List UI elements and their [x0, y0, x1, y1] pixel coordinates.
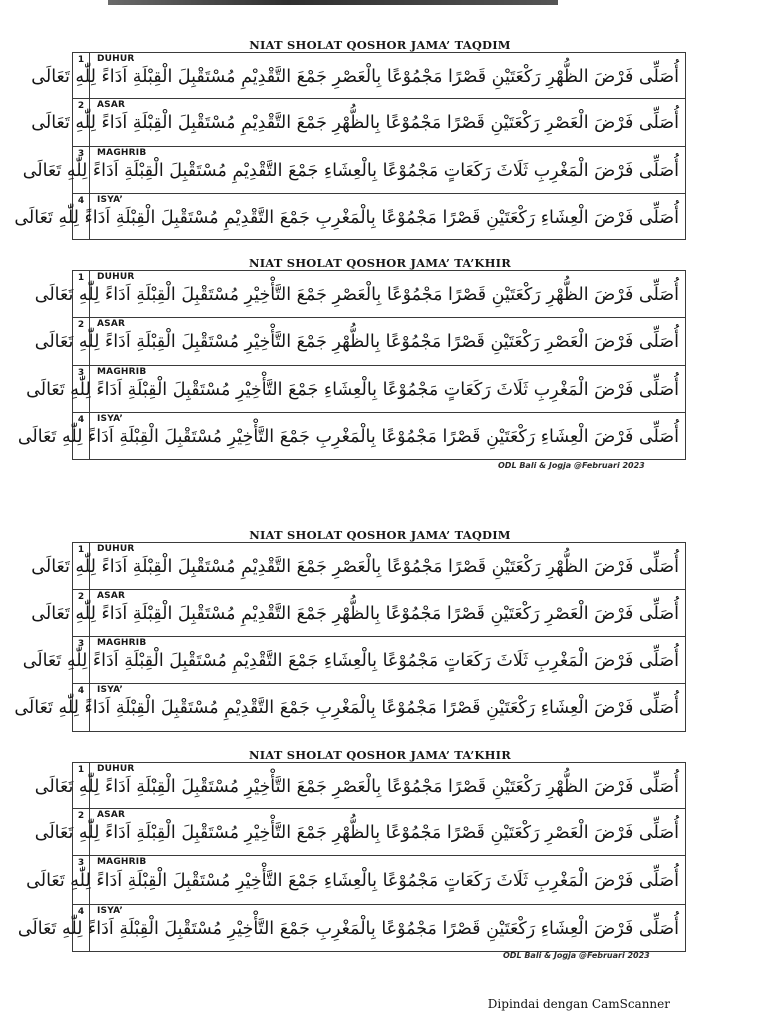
row-number: 3 — [73, 637, 90, 684]
row-number: 3 — [73, 366, 90, 413]
prayer-name: MAGHRIB — [97, 148, 147, 158]
footer-credit: ODL Bali & Jogja @Februari 2023 — [498, 461, 645, 470]
table-row — [73, 147, 686, 194]
niat-cell — [14, 684, 686, 732]
niat-cell — [31, 53, 686, 99]
row-number: 2 — [73, 590, 90, 637]
niat-cell — [26, 366, 686, 413]
row-number: 4 — [73, 905, 90, 952]
row-number: 2 — [73, 99, 90, 147]
camscanner-watermark: Dipindai dengan CamScanner — [487, 997, 670, 1011]
taqdim-table — [14, 542, 686, 732]
table-row — [73, 637, 686, 684]
takhir-table — [17, 270, 686, 460]
taqdim-table — [14, 52, 686, 240]
row-number: 1 — [73, 763, 90, 809]
niat-text: أُصَلِّى فَرْضَ الْعِشَاءِ رَكْعَتَيْنِ قَصْرًا مَجْمُوْعًا بِالْمَغْرِبِ جَمْعَ التَّقْدِيْمِ مُسْتَقْبِلَ الْقِبْلَةِ اَدَاءً لِلّٰهِ تَعَالَى — [14, 208, 679, 228]
table-row — [73, 99, 686, 147]
row-number: 4 — [73, 194, 90, 240]
prayer-name: DUHUR — [97, 272, 135, 282]
niat-cell — [31, 543, 686, 590]
niat-text: أُصَلِّى فَرْضَ الظُّهْرِ رَكْعَتَيْنِ قَصْرًا مَجْمُوْعًا بِالْعَصْرِ جَمْعَ التَّقْدِيْمِ مُسْتَقْبِلَ الْقِبْلَةِ اَدَاءً لِلّٰهِ تَعَالَى — [31, 557, 679, 577]
table-row — [73, 318, 686, 366]
taqdim-title: NIAT SHOLAT QOSHOR JAMA’ TAQDIM — [249, 528, 511, 542]
niat-cell — [34, 809, 686, 856]
prayer-name: DUHUR — [97, 544, 135, 554]
prayer-name: ISYA’ — [97, 906, 124, 916]
row-number: 4 — [73, 684, 90, 732]
niat-text: أُصَلِّى فَرْضَ الْعَصْرِ رَكْعَتَيْنِ قَصْرًا مَجْمُوْعًا بِالظُّهْرِ جَمْعَ التَّأْخِيْرِ مُسْتَقْبِلَ الْقِبْلَةِ اَدَاءً لِلّٰهِ تَعَالَى — [34, 332, 679, 352]
niat-text: أُصَلِّى فَرْضَ الْمَغْرِبِ ثَلَاثَ رَكَعَاتٍ مَجْمُوْعًا بِالْعِشَاءِ جَمْعَ التَّأْخِيْرِ مُسْتَقْبِلَ الْقِبْلَةِ اَدَاءً لِلّٰهِ تَعَالَى — [26, 380, 679, 400]
table-row — [73, 809, 686, 856]
row-number: 4 — [73, 413, 90, 460]
prayer-name: DUHUR — [97, 764, 135, 774]
niat-cell — [14, 194, 686, 240]
niat-text: أُصَلِّى فَرْضَ الْعِشَاءِ رَكْعَتَيْنِ قَصْرًا مَجْمُوْعًا بِالْمَغْرِبِ جَمْعَ التَّأْخِيْرِ مُسْتَقْبِلَ الْقِبْلَةِ اَدَاءً لِلّٰهِ تَعَالَى — [17, 919, 679, 939]
row-number: 2 — [73, 809, 90, 856]
table-row — [73, 856, 686, 905]
prayer-name: MAGHRIB — [97, 857, 147, 867]
table-row — [73, 684, 686, 732]
niat-cell — [17, 413, 686, 460]
table-row — [73, 543, 686, 590]
table-row — [73, 905, 686, 952]
row-number: 3 — [73, 147, 90, 194]
takhir-title: NIAT SHOLAT QOSHOR JAMA’ TA’KHIR — [248, 748, 511, 762]
niat-cell — [34, 271, 686, 318]
niat-cell — [22, 637, 686, 684]
row-number: 1 — [73, 271, 90, 318]
niat-cell — [17, 905, 686, 952]
table-row — [73, 763, 686, 809]
row-number: 2 — [73, 318, 90, 366]
prayer-name: DUHUR — [97, 54, 135, 64]
prayer-name: ASAR — [97, 100, 126, 110]
niat-text: أُصَلِّى فَرْضَ الْعِشَاءِ رَكْعَتَيْنِ قَصْرًا مَجْمُوْعًا بِالْمَغْرِبِ جَمْعَ التَّقْدِيْمِ مُسْتَقْبِلَ الْقِبْلَةِ اَدَاءً لِلّٰهِ تَعَالَى — [14, 698, 679, 718]
prayer-name: ISYA’ — [97, 685, 124, 695]
prayer-name: MAGHRIB — [97, 638, 147, 648]
niat-cell — [26, 856, 686, 905]
niat-text: أُصَلِّى فَرْضَ الْعَصْرِ رَكْعَتَيْنِ قَصْرًا مَجْمُوْعًا بِالظُّهْرِ جَمْعَ التَّأْخِيْرِ مُسْتَقْبِلَ الْقِبْلَةِ اَدَاءً لِلّٰهِ تَعَالَى — [34, 823, 679, 843]
row-number: 1 — [73, 53, 90, 99]
footer-credit: ODL Bali & Jogja @Februari 2023 — [503, 951, 650, 960]
prayer-name: ISYA’ — [97, 414, 124, 424]
prayer-name: ASAR — [97, 810, 126, 820]
taqdim-title: NIAT SHOLAT QOSHOR JAMA’ TAQDIM — [249, 38, 511, 52]
takhir-title: NIAT SHOLAT QOSHOR JAMA’ TA’KHIR — [248, 256, 511, 270]
row-number: 1 — [73, 543, 90, 590]
table-row — [73, 413, 686, 460]
niat-text: أُصَلِّى فَرْضَ الظُّهْرِ رَكْعَتَيْنِ قَصْرًا مَجْمُوْعًا بِالْعَصْرِ جَمْعَ التَّقْدِيْمِ مُسْتَقْبِلَ الْقِبْلَةِ اَدَاءً لِلّٰهِ تَعَالَى — [31, 67, 679, 87]
niat-text: أُصَلِّى فَرْضَ الْعَصْرِ رَكْعَتَيْنِ قَصْرًا مَجْمُوْعًا بِالظُّهْرِ جَمْعَ التَّقْدِيْمِ مُسْتَقْبِلَ الْقِبْلَةِ اَدَاءً لِلّٰهِ تَعَالَى — [31, 113, 679, 133]
niat-text: أُصَلِّى فَرْضَ الْمَغْرِبِ ثَلَاثَ رَكَعَاتٍ مَجْمُوْعًا بِالْعِشَاءِ جَمْعَ التَّقْدِيْمِ مُسْتَقْبِلَ الْقِبْلَةِ اَدَاءً لِلّٰهِ تَعَالَى — [22, 651, 679, 671]
niat-text: أُصَلِّى فَرْضَ الظُّهْرِ رَكْعَتَيْنِ قَصْرًا مَجْمُوْعًا بِالْعَصْرِ جَمْعَ التَّأْخِيْرِ مُسْتَقْبِلَ الْقِبْلَةِ اَدَاءً لِلّٰهِ تَعَالَى — [34, 285, 679, 305]
prayer-name: MAGHRIB — [97, 367, 147, 377]
niat-text: أُصَلِّى فَرْضَ الْعَصْرِ رَكْعَتَيْنِ قَصْرًا مَجْمُوْعًا بِالظُّهْرِ جَمْعَ التَّقْدِيْمِ مُسْتَقْبِلَ الْقِبْلَةِ اَدَاءً لِلّٰهِ تَعَالَى — [31, 604, 679, 624]
prayer-name: ASAR — [97, 319, 126, 329]
niat-cell — [34, 763, 686, 809]
niat-cell — [31, 590, 686, 637]
table-row — [73, 366, 686, 413]
table-row — [73, 590, 686, 637]
niat-cell — [22, 147, 686, 194]
scan-top-edge — [108, 0, 558, 5]
row-number: 3 — [73, 856, 90, 905]
prayer-name: ISYA’ — [97, 195, 124, 205]
prayer-name: ASAR — [97, 591, 126, 601]
niat-cell — [34, 318, 686, 366]
takhir-table — [17, 762, 686, 952]
niat-text: أُصَلِّى فَرْضَ الْعِشَاءِ رَكْعَتَيْنِ قَصْرًا مَجْمُوْعًا بِالْمَغْرِبِ جَمْعَ التَّأْخِيْرِ مُسْتَقْبِلَ الْقِبْلَةِ اَدَاءً لِلّٰهِ تَعَالَى — [17, 427, 679, 447]
niat-text: أُصَلِّى فَرْضَ الظُّهْرِ رَكْعَتَيْنِ قَصْرًا مَجْمُوْعًا بِالْعَصْرِ جَمْعَ التَّأْخِيْرِ مُسْتَقْبِلَ الْقِبْلَةِ اَدَاءً لِلّٰهِ تَعَالَى — [34, 777, 679, 797]
table-row — [73, 194, 686, 240]
table-row — [73, 271, 686, 318]
niat-text: أُصَلِّى فَرْضَ الْمَغْرِبِ ثَلَاثَ رَكَعَاتٍ مَجْمُوْعًا بِالْعِشَاءِ جَمْعَ التَّقْدِيْمِ مُسْتَقْبِلَ الْقِبْلَةِ اَدَاءً لِلّٰهِ تَعَالَى — [22, 161, 679, 181]
niat-text: أُصَلِّى فَرْضَ الْمَغْرِبِ ثَلَاثَ رَكَعَاتٍ مَجْمُوْعًا بِالْعِشَاءِ جَمْعَ التَّأْخِيْرِ مُسْتَقْبِلَ الْقِبْلَةِ اَدَاءً لِلّٰهِ تَعَالَى — [26, 871, 679, 891]
niat-cell — [31, 99, 686, 147]
table-row — [73, 53, 686, 99]
